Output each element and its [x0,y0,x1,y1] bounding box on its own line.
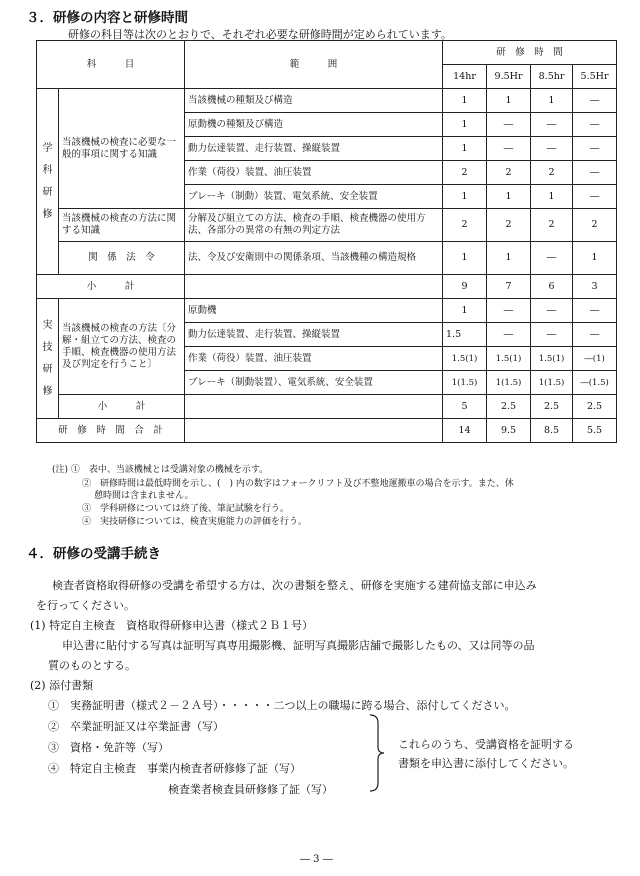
cell: ― [573,113,617,137]
table-row-scope: 当該機械の種類及び構造 [185,89,443,113]
cell: ― [487,137,531,161]
cell: 2 [443,161,487,185]
cell: 1 [487,185,531,209]
section3-heading: ３．研修の内容と研修時間 [26,10,188,26]
group1-subject: 当該機械の検査に必要な一般的事項に関する知識 [59,89,185,209]
cell: 1 [487,89,531,113]
cell: 1.5(1) [531,347,573,371]
group2-subject: 当該機械の検査の方法に関する知識 [59,209,185,242]
cell: 2.5 [487,395,531,419]
cell: 1 [443,299,487,323]
item-1-note: 申込書に貼付する写真は証明写真専用撮影機、証明写真撮影店舗で撮影したもの、又は同等の品 [62,639,535,652]
cell: 7 [487,275,531,299]
group3-subject: 関 係 法 令 [59,242,185,275]
cell: 2 [487,209,531,242]
training-schedule-table [36,40,617,443]
cell: 2 [531,209,573,242]
cell: ― [573,299,617,323]
table-row-scope: 原動機 [185,299,443,323]
cell: 1 [443,113,487,137]
table-row-scope: 動力伝達装置、走行装置、操縦装置 [185,323,443,347]
note-2-cont: 憩時間は含まれません。 [94,491,194,501]
cell: 1 [443,137,487,161]
jitsugi-label: 実 技 研 修 [37,299,59,419]
section4-heading: ４．研修の受講手続き [26,546,161,562]
cell: 1(1.5) [531,371,573,395]
cell: 1 [443,89,487,113]
cell: 2.5 [573,395,617,419]
cell: 1(1.5) [487,371,531,395]
cell: 1.5(1) [443,347,487,371]
cell: ― [487,299,531,323]
gakka-subtotal-label: 小 計 [37,275,185,299]
table-row-scope: ブレーキ（制動）装置、電気系統、安全装置 [185,185,443,209]
page-number: ― 3 ― [300,854,333,865]
header-col-9-5hr: 9.5Hr [487,65,531,89]
table-row-scope: ブレーキ（制動装置）、電気系統、安全装置 [185,371,443,395]
cell: ― [531,299,573,323]
group2-scope: 分解及び組立ての方法、検査の手順、検査機器の使用方法、各部分の異常の有無の判定方法 [185,209,443,242]
header-col-8-5hr: 8.5hr [531,65,573,89]
cell: 2.5 [531,395,573,419]
table-row-scope: 原動機の種類及び構造 [185,113,443,137]
header-subject: 科 目 [37,41,185,89]
table-row-scope: 作業（荷役）装置、油圧装置 [185,161,443,185]
cell: 1 [443,185,487,209]
cell: 5.5 [573,419,617,443]
doc-item-4-cont: 検査業者検査員研修修了証（写） [168,783,333,796]
cell: ― [573,137,617,161]
cell: 1(1.5) [443,371,487,395]
cell: 1 [487,242,531,275]
cell: ― [531,323,573,347]
cell: 9.5 [487,419,531,443]
cell: ― [573,323,617,347]
cell: ― [531,137,573,161]
doc-item: ③ 資格・免許等（写） [48,741,169,754]
cell: 2 [443,209,487,242]
cell: 1 [531,89,573,113]
cell: 1 [531,185,573,209]
cell: 1.5 [443,323,487,347]
group3-scope: 法、令及び安衛則中の関係条項、当該機種の構造規格 [185,242,443,275]
curly-brace [368,713,388,793]
note-1: (注) ① 表中、当該機械とは受講対象の機械を示す。 [52,465,269,475]
cell: 2 [487,161,531,185]
item-1-note-cont: 質のものとする。 [48,659,136,672]
header-hours: 研 修 時 間 [443,41,617,65]
brace-text-line-2: 書類を申込書に添付してください。 [398,757,574,770]
cell: ― [573,185,617,209]
cell: 6 [531,275,573,299]
cell: 5 [443,395,487,419]
cell: ― [573,161,617,185]
table-row-scope: 作業（荷役）装置、油圧装置 [185,347,443,371]
section3-intro: 研修の科目等は次のとおりで、それぞれ必要な研修時間が定められています。 [68,28,452,41]
jitsugi-subject: 当該機械の検査の方法〔分解・組立ての方法、検査の手順、検査機器の使用方法及び判定を行うこと〕 [59,299,185,395]
cell: 1 [443,242,487,275]
total-label: 研 修 時 間 合 計 [37,419,185,443]
item-2: (2) 添付書類 [30,679,94,692]
gakka-label: 学 科 研 修 [37,89,59,275]
brace-text-line-1: これらのうち、受講資格を証明する [398,738,574,751]
cell: ― [531,113,573,137]
cell: 14 [443,419,487,443]
header-scope: 範 囲 [185,41,443,89]
cell: 9 [443,275,487,299]
item-1: (1) 特定自主検査 資格取得研修申込書（様式２Ｂ１号） [30,619,314,632]
header-col-14hr: 14hr [443,65,487,89]
doc-item: ① 実務証明書（様式２－２Ａ号）・・・・・二つ以上の職場に跨る場合、添付してください。 [48,699,516,712]
cell: 1 [573,242,617,275]
cell: ― [487,113,531,137]
table-row-scope: 動力伝達装置、走行装置、操縦装置 [185,137,443,161]
cell: ― [487,323,531,347]
note-4: ④ 実技研修については、検査実施能力の評価を行う。 [82,517,307,527]
doc-item: ④ 特定自主検査 事業内検査者研修修了証（写） [48,762,301,775]
note-3: ③ 学科研修については終了後、筆記試験を行う。 [82,504,289,514]
section4-paragraph-1-cont: を行ってください。 [36,599,135,612]
section4-paragraph-1: 検査者資格取得研修の受講を希望する方は、次の書類を整え、研修を実施する建荷協支部に申込み [52,579,537,592]
cell: 2 [531,161,573,185]
cell: ―(1) [573,347,617,371]
note-2: ② 研修時間は最低時間を示し、( ) 内の数字はフォークリフト及び不整地運搬車の場合を示す。また、休 [82,479,514,489]
cell: 2 [573,209,617,242]
doc-item: ② 卒業証明証又は卒業証書（写） [48,720,224,733]
cell: 8.5 [531,419,573,443]
cell: ―(1.5) [573,371,617,395]
cell: ― [573,89,617,113]
cell: 3 [573,275,617,299]
jitsugi-subtotal-label: 小 計 [59,395,185,419]
header-col-5-5hr: 5.5Hr [573,65,617,89]
cell: ― [531,242,573,275]
cell: 1.5(1) [487,347,531,371]
